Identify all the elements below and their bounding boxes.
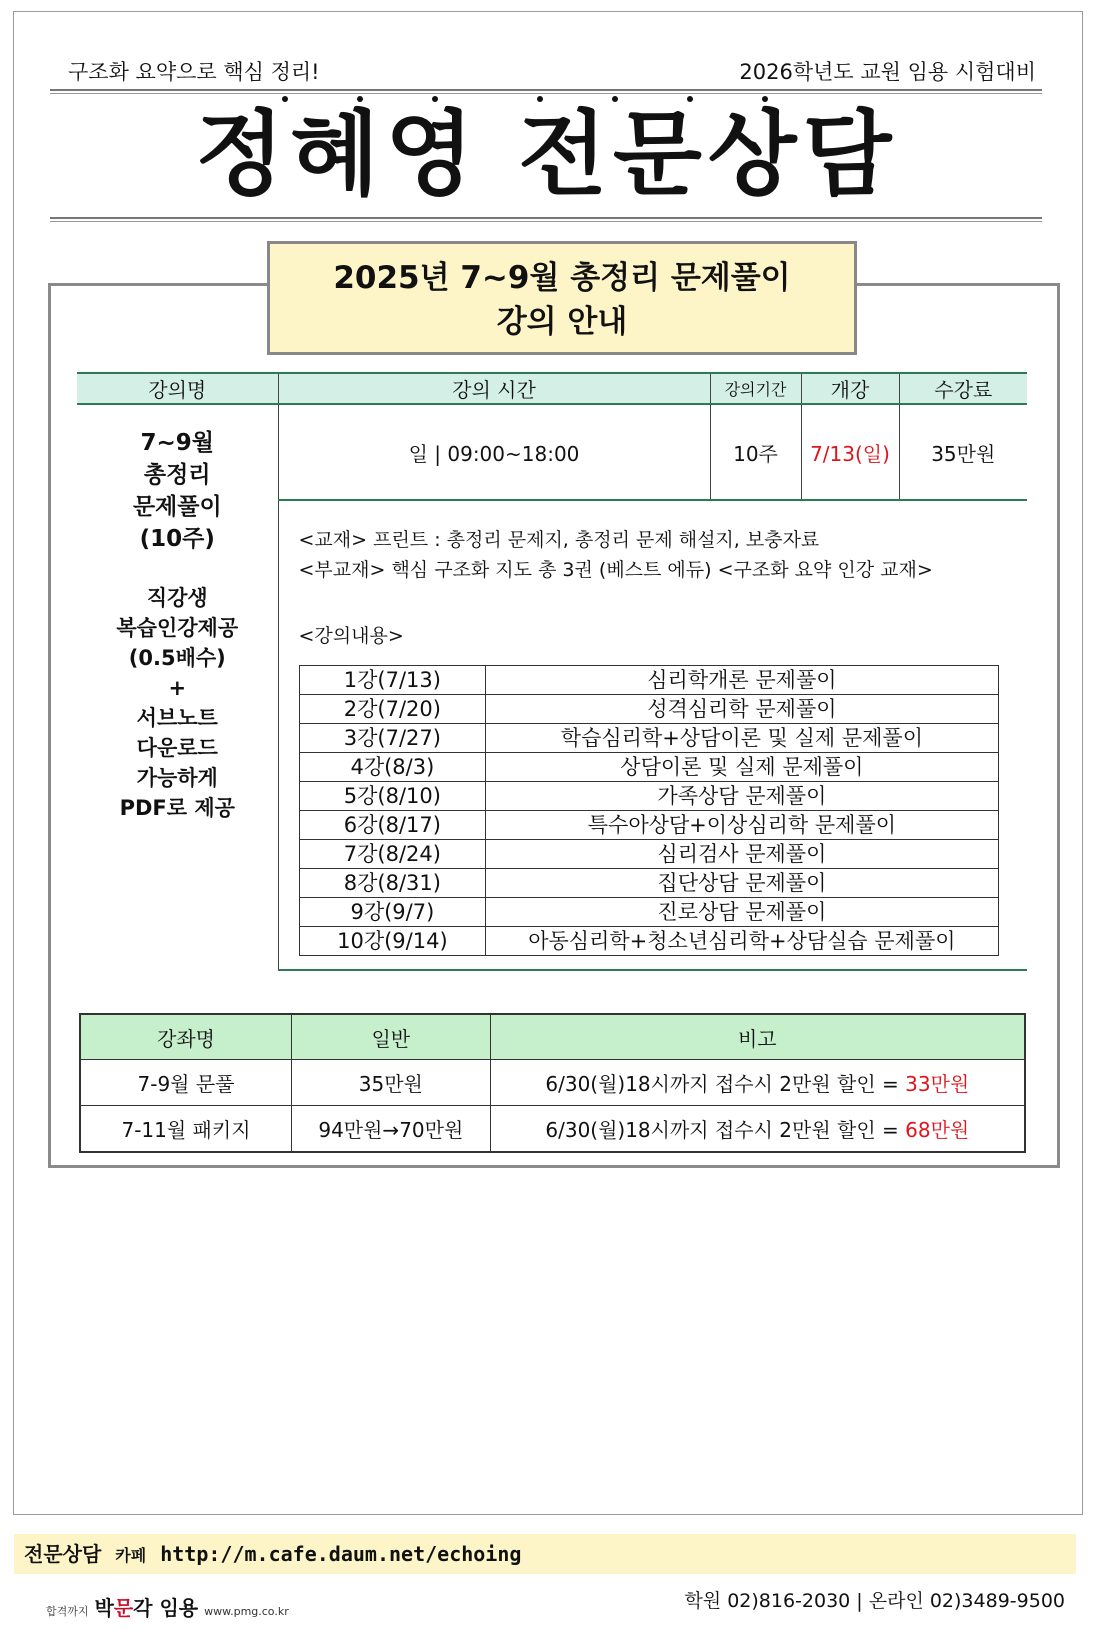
header-rule-bottom <box>50 217 1042 222</box>
publisher-logo <box>46 1592 289 1621</box>
logo-brand-part: 각 <box>133 1596 153 1620</box>
session-row <box>299 724 998 753</box>
lecture-name-line: 7~9월 <box>140 430 214 456</box>
fee-header-price: 일반 <box>292 1014 491 1060</box>
fee-header-note: 비고 <box>490 1014 1025 1060</box>
fee-table <box>79 1013 1026 1153</box>
lecture-content-cell <box>278 500 1027 970</box>
header-lecture-period: 강의기간 <box>710 373 801 404</box>
content-spacer <box>299 585 1028 621</box>
session-number: 10강(9/14) <box>299 927 486 956</box>
header-lecture-time: 강의 시간 <box>278 373 710 404</box>
session-topic: 성격심리학 문제풀이 <box>486 695 998 724</box>
fee-note-cell <box>490 1106 1025 1153</box>
session-topic: 집단상담 문제풀이 <box>486 869 998 898</box>
session-number: 3강(7/27) <box>299 724 486 753</box>
lecture-name-cell <box>77 404 278 970</box>
fee-course-name: 7-11월 패키지 <box>80 1106 292 1153</box>
footer-cafe-name: 전문상담 <box>24 1542 102 1566</box>
header-lecture-name: 강의명 <box>77 373 278 404</box>
footer-cafe-word: 카페 <box>115 1546 147 1565</box>
session-row <box>299 927 998 956</box>
content-label: <강의내용> <box>298 625 404 647</box>
lecture-benefit-line: PDF로 제공 <box>119 796 235 820</box>
session-table <box>299 665 999 956</box>
lecture-header-row <box>77 373 1027 404</box>
session-row <box>299 666 998 695</box>
session-number: 1강(7/13) <box>299 666 486 695</box>
session-number: 9강(9/7) <box>299 898 486 927</box>
fee-header-course: 강좌명 <box>80 1014 292 1060</box>
textbook-info: <교재> 프린트 : 총정리 문제지, 총정리 문제 해설지, 보충자료 <box>298 529 820 551</box>
lecture-name-line: 총정리 <box>143 462 211 488</box>
lecture-duration: 10주 <box>710 404 801 500</box>
subtextbook-info: <부교재> 핵심 구조화 지도 총 3권 (베스트 에듀) <구조화 요약 인강 교재> <box>298 559 933 581</box>
course-subtitle: 강의 안내 <box>496 304 628 340</box>
lecture-benefit-line: 복습인강제공 <box>116 616 239 640</box>
lecture-time: 일 | 09:00~18:00 <box>278 404 710 500</box>
header-tuition: 수강료 <box>899 373 1027 404</box>
logo-brand-part: 박 <box>94 1596 114 1620</box>
fee-row <box>80 1060 1025 1106</box>
session-number: 6강(8/17) <box>299 811 486 840</box>
session-topic: 진로상담 문제풀이 <box>486 898 998 927</box>
footer-contact: 학원 02)816-2030 | 온라인 02)3489-9500 <box>684 1590 1065 1612</box>
lecture-benefit-line: 가능하게 <box>136 766 218 790</box>
header-tagline: 구조화 요약으로 핵심 정리! <box>68 60 320 84</box>
fee-discount-price: 68만원 <box>905 1118 970 1142</box>
lecture-benefit-line: (0.5배수) <box>128 646 226 670</box>
logo-prefix: 합격까지 <box>46 1605 89 1618</box>
session-row <box>299 753 998 782</box>
logo-site: www.pmg.co.kr <box>204 1605 289 1618</box>
session-topic: 학습심리학+상담이론 및 실제 문제풀이 <box>486 724 998 753</box>
session-row <box>299 869 998 898</box>
session-row <box>299 695 998 724</box>
session-number: 5강(8/10) <box>299 782 486 811</box>
course-title-box <box>267 241 857 355</box>
session-topic: 아동심리학+청소년심리학+상담실습 문제풀이 <box>486 927 998 956</box>
lecture-name-line: (10주) <box>139 526 215 552</box>
session-topic: 특수아상담+이상심리학 문제풀이 <box>486 811 998 840</box>
session-number: 7강(8/24) <box>299 840 486 869</box>
course-title: 2025년 7~9월 총정리 문제풀이 <box>333 260 791 296</box>
fee-row <box>80 1106 1025 1153</box>
header-rule-top <box>50 89 1042 94</box>
session-number: 2강(7/20) <box>299 695 486 724</box>
fee-price: 35만원 <box>292 1060 491 1106</box>
lecture-benefit-line: 서브노트 <box>136 706 218 730</box>
session-row <box>299 811 998 840</box>
session-number: 4강(8/3) <box>299 753 486 782</box>
lecture-table <box>77 372 1027 971</box>
header-start-date: 개강 <box>801 373 899 404</box>
fee-note-cell <box>490 1060 1025 1106</box>
lecture-schedule-row <box>77 404 1027 500</box>
fee-discount-price: 33만원 <box>905 1072 970 1096</box>
lecture-fee: 35만원 <box>899 404 1027 500</box>
session-topic: 상담이론 및 실제 문제풀이 <box>486 753 998 782</box>
fee-header-row <box>80 1014 1025 1060</box>
logo-brand-part: 문 <box>113 1596 134 1620</box>
logo-brand <box>95 1592 199 1621</box>
session-topic: 가족상담 문제풀이 <box>486 782 998 811</box>
session-row <box>299 898 998 927</box>
lecture-name-spacer <box>77 555 278 583</box>
footer-cafe <box>24 1534 521 1576</box>
lecture-benefit-line: 다운로드 <box>136 736 218 760</box>
fee-price: 94만원→70만원 <box>292 1106 491 1153</box>
session-topic: 심리학개론 문제풀이 <box>486 666 998 695</box>
fee-note: 6/30(월)18시까지 접수시 2만원 할인 = <box>545 1072 906 1096</box>
session-number: 8강(8/31) <box>299 869 486 898</box>
lecture-benefit-line: 직강생 <box>146 586 208 610</box>
fee-course-name: 7-9월 문풀 <box>80 1060 292 1106</box>
fee-note: 6/30(월)18시까지 접수시 2만원 할인 = <box>545 1118 906 1142</box>
header-exam-year: 2026학년도 교원 임용 시험대비 <box>739 60 1036 84</box>
lecture-benefit-line: + <box>168 676 187 700</box>
footer-cafe-link[interactable]: http://m.cafe.daum.net/echoing <box>160 1542 522 1566</box>
lecture-name-line: 문제풀이 <box>132 494 222 520</box>
page-title: 정혜영 전문상담 <box>195 101 898 208</box>
lecture-start-date: 7/13(일) <box>801 404 899 500</box>
session-topic: 심리검사 문제풀이 <box>486 840 998 869</box>
session-row <box>299 840 998 869</box>
session-row <box>299 782 998 811</box>
logo-brand-part: 임용 <box>152 1596 199 1620</box>
